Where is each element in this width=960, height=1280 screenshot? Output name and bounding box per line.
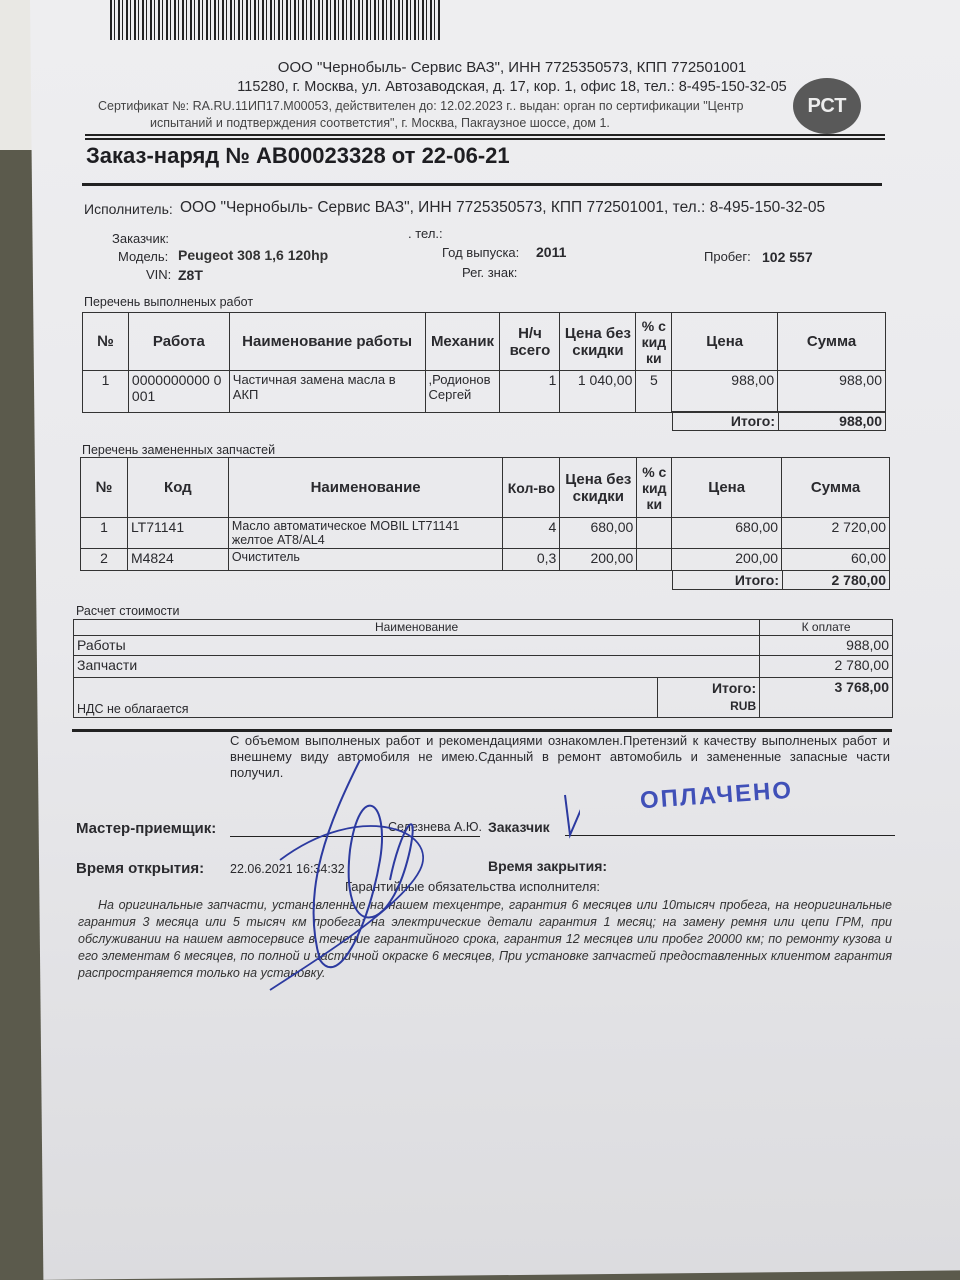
cell-price-base: 200,00 bbox=[560, 549, 637, 571]
handwritten-signature bbox=[240, 740, 580, 1000]
cell-price-base: 680,00 bbox=[560, 518, 637, 549]
parts-caption: Перечень замененных запчастей bbox=[82, 443, 276, 457]
open-time-label: Время открытия: bbox=[76, 860, 205, 877]
vat-note: НДС не облагается bbox=[74, 678, 658, 718]
total-value: 3 768,00 bbox=[760, 678, 893, 718]
col-header: Сумма bbox=[778, 313, 886, 371]
vin-label: VIN: bbox=[146, 267, 172, 282]
master-label: Мастер-приемщик: bbox=[76, 820, 217, 837]
customer-sign-label: Заказчик bbox=[488, 819, 550, 835]
table-row bbox=[83, 371, 886, 413]
col-header: № bbox=[81, 458, 128, 518]
signature-line bbox=[565, 835, 895, 836]
header-address: 115280, г. Москва, ул. Автозаводская, д. 17, кор. 1, офис 18, тел.: 8-495-150-32-05 bbox=[237, 79, 787, 95]
total-label: Итого: bbox=[673, 571, 783, 590]
col-header: Н/ч всего bbox=[500, 313, 560, 371]
cell-no: 2 bbox=[81, 549, 128, 571]
phone-label: . тел.: bbox=[408, 226, 443, 241]
calc-table bbox=[73, 619, 893, 718]
page-title: Заказ-наряд № АВ00023328 от 22-06-21 bbox=[86, 143, 510, 168]
currency: RUB bbox=[730, 699, 757, 713]
works-caption: Перечень выполненых работ bbox=[84, 295, 254, 309]
rst-logo: РСТ bbox=[793, 78, 861, 134]
executor-label: Исполнитель: bbox=[84, 201, 173, 217]
cell-hours: 1 bbox=[500, 371, 560, 413]
divider bbox=[72, 729, 892, 732]
cell-name: Запчасти bbox=[74, 656, 760, 678]
warranty-title: Гарантийные обязательства исполнителя: bbox=[345, 879, 600, 894]
col-header: Наименование bbox=[228, 458, 503, 518]
cell-sum: 2 720,00 bbox=[782, 518, 890, 549]
cell-price: 680,00 bbox=[672, 518, 782, 549]
cell-no: 1 bbox=[81, 518, 128, 549]
total-label: Итого: bbox=[711, 680, 757, 696]
cell-value: 988,00 bbox=[760, 636, 893, 656]
year-label: Год выпуска: bbox=[442, 245, 520, 260]
total-value: 988,00 bbox=[779, 412, 886, 431]
cell-name: Масло автоматическое MOBIL LT71141 желтое AT8/AL4 bbox=[228, 518, 503, 549]
parts-table bbox=[80, 457, 890, 571]
divider bbox=[82, 183, 882, 186]
warranty-text: На оригинальные запчасти, установленные на нашем техцентре, гарантия 6 месяцев или 10тысяч пробега, на неоригинальные гарантия 3 месяца или 5 тысяч км пробега; на электрические детали гарантия 1 месяц; на замену ремня или цепи ГРМ, при обслуживании на нашем автосервисе в течение гарантийного срока, гарантия 12 месяцев или пробег 20000 км; по ремонту кузова и его элементам 6 месяцев, по полной и частичной окраске 6 месяцев, При установке запчастей предоставленных клиентом гарантия распространяется только на установку. bbox=[78, 898, 892, 980]
barcode bbox=[110, 0, 440, 40]
cell-no: 1 bbox=[83, 371, 129, 413]
table-row bbox=[81, 549, 890, 571]
cell-name: Работы bbox=[74, 636, 760, 656]
col-header: Цена без скидки bbox=[560, 313, 636, 371]
cell-code: LT71141 bbox=[127, 518, 228, 549]
total-value: 2 780,00 bbox=[783, 571, 890, 590]
close-time-label: Время закрытия: bbox=[488, 858, 608, 874]
col-header: К оплате bbox=[760, 620, 893, 636]
col-header: % скидки bbox=[637, 458, 672, 518]
parts-total bbox=[672, 570, 890, 590]
vin-value: Z8T bbox=[178, 267, 203, 283]
model-value: Peugeot 308 1,6 120hp bbox=[178, 247, 329, 263]
col-header: № bbox=[83, 313, 129, 371]
header-company: ООО "Чернобыль- Сервис ВАЗ", ИНН 7725350573, КПП 772501001 bbox=[277, 59, 747, 76]
col-header: Работа bbox=[128, 313, 229, 371]
col-header: Наименование bbox=[74, 620, 760, 636]
cell-code: 0000000000 0001 bbox=[128, 371, 229, 413]
cell-mechanic: ,Родионов Сергей bbox=[425, 371, 500, 413]
col-header: Код bbox=[127, 458, 228, 518]
cell-qty: 0,3 bbox=[503, 549, 560, 571]
table-row bbox=[74, 656, 893, 678]
col-header: Цена bbox=[672, 458, 782, 518]
col-header: Сумма bbox=[782, 458, 890, 518]
cell-qty: 4 bbox=[503, 518, 560, 549]
cell-sum: 60,00 bbox=[782, 549, 890, 571]
cell-name: Частичная замена масла в АКП bbox=[229, 371, 425, 413]
year-value: 2011 bbox=[536, 244, 567, 260]
cell-discount bbox=[637, 549, 672, 571]
header-cert-1: Сертификат №: RA.RU.11ИП17.М00053, действителен до: 12.02.2023 г.. выдан: орган по сертификации "Центр bbox=[98, 99, 744, 113]
table-row bbox=[74, 636, 893, 656]
col-header: % скидки bbox=[636, 313, 672, 371]
total-label: Итого: bbox=[673, 412, 779, 431]
works-table bbox=[82, 312, 886, 413]
executor-value: ООО "Чернобыль- Сервис ВАЗ", ИНН 7725350573, КПП 772501001, тел.: 8-495-150-32-05 bbox=[180, 199, 826, 216]
divider bbox=[85, 134, 885, 136]
col-header: Цена bbox=[672, 313, 778, 371]
cell-name: Очиститель bbox=[228, 549, 503, 571]
works-total bbox=[672, 411, 886, 431]
reg-label: Рег. знак: bbox=[462, 265, 518, 280]
cell-sum: 988,00 bbox=[778, 371, 886, 413]
col-header: Механик bbox=[425, 313, 500, 371]
master-name: Селезнева А.Ю. bbox=[388, 820, 482, 834]
open-time-value: 22.06.2021 16:34:32 bbox=[230, 862, 345, 876]
mileage-label: Пробег: bbox=[704, 249, 751, 264]
cell-discount bbox=[637, 518, 672, 549]
cell-code: M4824 bbox=[127, 549, 228, 571]
calc-caption: Расчет стоимости bbox=[76, 604, 180, 618]
divider bbox=[85, 138, 885, 140]
header-cert-2: испытаний и подтверждения соответстия", г. Москва, Пакгаузное шоссе, дом 1. bbox=[150, 116, 610, 130]
table-row bbox=[81, 518, 890, 549]
cell-discount: 5 bbox=[636, 371, 672, 413]
paid-stamp: ОПЛАЧЕНО bbox=[639, 776, 794, 815]
cell-price-base: 1 040,00 bbox=[560, 371, 636, 413]
model-label: Модель: bbox=[118, 249, 169, 264]
mileage-value: 102 557 bbox=[762, 249, 813, 265]
col-header: Наименование работы bbox=[229, 313, 425, 371]
col-header: Кол-во bbox=[503, 458, 560, 518]
cell-price: 200,00 bbox=[672, 549, 782, 571]
col-header: Цена без скидки bbox=[560, 458, 637, 518]
cell-value: 2 780,00 bbox=[760, 656, 893, 678]
acknowledgement-text: С объемом выполненых работ и рекомендациями ознакомлен.Претензий к качеству выполненых работ и внешнему виду автомобиля не имею.Сданный в ремонт автомобиль и замененные запасные части получил. bbox=[230, 733, 890, 780]
cell-price: 988,00 bbox=[672, 371, 778, 413]
customer-label: Заказчик: bbox=[112, 231, 170, 246]
